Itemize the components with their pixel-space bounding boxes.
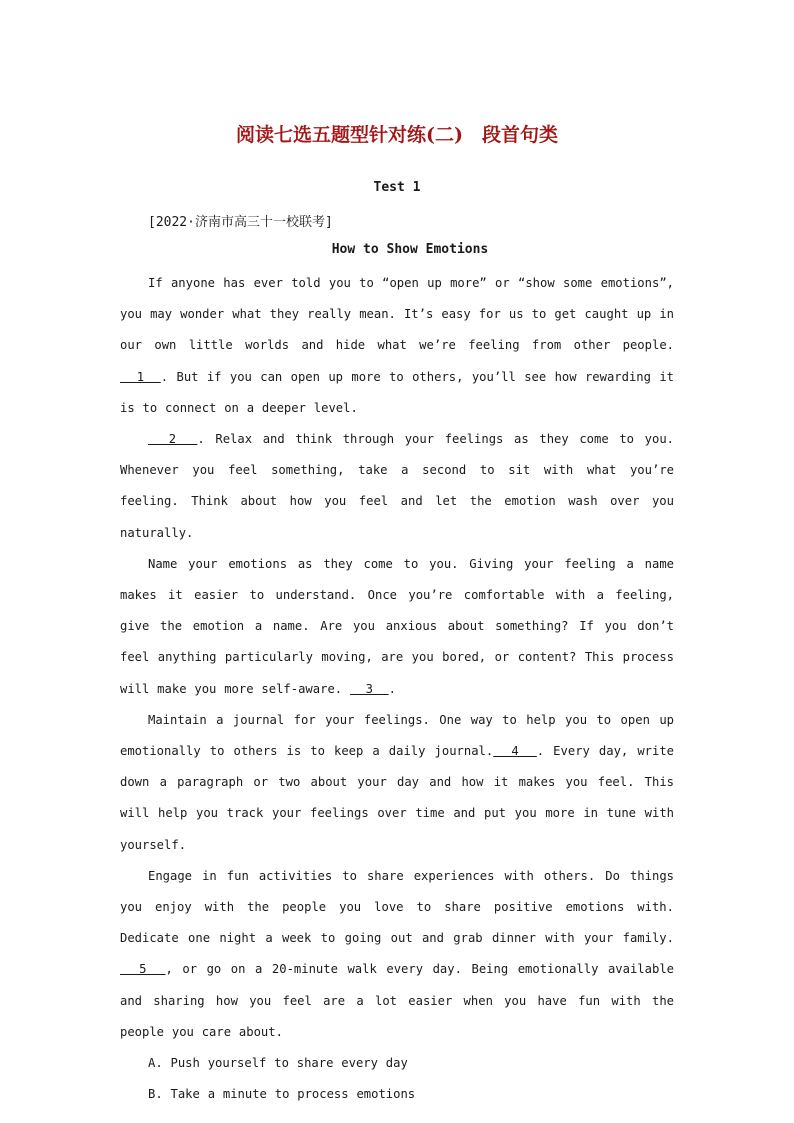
passage-body [120,268,674,1110]
option-a: A. Push yourself to share every day [148,1056,408,1071]
blank-1: 1 [120,369,161,384]
source-label: [2022·济南市高三十一校联考] [148,215,333,230]
test-label: Test 1 [373,180,421,195]
page-title: 阅读七选五题型针对练(二) 段首句类 [236,124,558,146]
paragraph-5 [120,861,674,1048]
blank-3: 3 [349,681,389,696]
paragraph-text: Engage in fun activities to share experiences with others. Do things you enjoy with the people you love to share positive emotions with. Dedicate one night a week to going out and grab dinner with your family. [120,868,674,946]
paragraph-4 [120,705,674,861]
option-b: B. Take a minute to process emotions [148,1087,416,1102]
paragraph-text: . Relax and think through your feelings as they come to you. Whenever you feel something, take a second to sit with what you’re feeling. Think about how you feel and let the emotion wash over you naturally. [120,432,675,540]
paragraph-text: . But if you can open up more to others, you’ll see how rewarding it is to connect on a deeper level. [120,369,675,415]
paragraph-3 [120,549,674,705]
paragraph-text: Name your emotions as they come to you. Giving your feeling a name makes it easier to understand. Once you’re comfortable with a feeling, give the emotion a name. Are you anxious about something? If you don’t feel anything particularly moving, are you bored, or content? This process will make you more self-aware. [120,556,674,696]
paragraph-2 [120,424,674,549]
paragraph-text: . [388,681,396,696]
blank-4: 4 [493,744,537,759]
blank-5: 5 [120,962,166,977]
paragraph-1 [120,268,674,424]
paragraph-text: Maintain a journal for your feelings. One way to help you to open up emotionally to others is to keep a daily journal. [120,712,674,759]
paragraph-text: , or go on a 20-minute walk every day. Being emotionally available and sharing how you feel are a lot easier when you have fun with the people you care about. [120,962,674,1039]
passage-title: How to Show Emotions [331,242,489,257]
paragraph-text: . Every day, write down a paragraph or two about your day and how it makes you feel. This will help you track your feelings over time and put you more in tune with yourself. [120,744,675,852]
paragraph-text: If anyone has ever told you to “open up more” or “show some emotions”, you may wonder what they really mean. It’s easy for us to get caught up in our own little worlds and hide what we’re feeling from other people. [120,276,674,353]
blank-2: 2 [148,432,198,447]
